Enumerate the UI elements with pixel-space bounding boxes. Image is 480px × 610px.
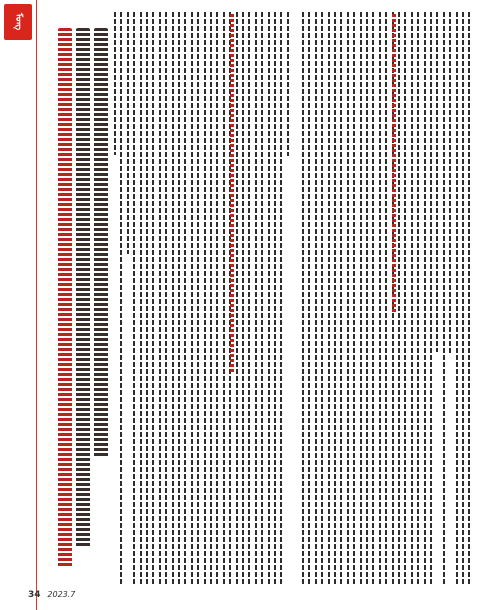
text-column-icon <box>385 12 387 585</box>
page-footer <box>28 590 75 600</box>
text-column-icon <box>436 12 438 352</box>
text-column-icon <box>366 12 368 585</box>
text-column-icon <box>197 12 199 585</box>
text-column-icon <box>255 12 257 585</box>
text-column-icon <box>165 12 167 585</box>
text-column-icon <box>287 12 289 156</box>
text-column-icon <box>159 12 161 585</box>
text-column-icon <box>216 12 218 585</box>
issue-date: 2023.7 <box>47 590 76 599</box>
title-line-2-icon <box>76 28 90 548</box>
text-column-icon <box>120 12 122 585</box>
text-column-icon <box>411 12 413 585</box>
text-column-icon <box>280 12 282 585</box>
subheading-column-icon <box>230 14 234 374</box>
text-column-icon <box>462 12 464 585</box>
text-column-icon <box>140 12 142 585</box>
text-column-icon <box>379 12 381 585</box>
text-column-icon <box>308 12 310 585</box>
text-column-icon <box>248 12 250 585</box>
journal-header-icon <box>40 4 56 564</box>
text-column-icon <box>321 12 323 585</box>
text-column-icon <box>302 12 304 585</box>
text-column-icon <box>417 12 419 585</box>
text-column-icon <box>114 12 116 155</box>
text-column-icon <box>404 12 406 585</box>
text-column-icon <box>468 12 470 585</box>
text-column-icon <box>261 12 263 585</box>
text-column-icon <box>152 12 154 585</box>
subheading-column-icon <box>392 14 396 314</box>
text-column-icon <box>360 12 362 585</box>
text-column-icon <box>424 12 426 585</box>
text-column-icon <box>372 12 374 585</box>
journal-badge <box>4 4 32 40</box>
text-column-icon <box>347 12 349 585</box>
text-column-icon <box>268 12 270 585</box>
title-line-3-icon <box>94 28 108 458</box>
badge-mark: ᠮᠣᠩ <box>13 13 23 31</box>
text-column-icon <box>184 12 186 585</box>
text-column-icon <box>274 12 276 585</box>
text-column-icon <box>315 12 317 585</box>
sidebar-band <box>0 0 37 610</box>
text-column-icon <box>178 12 180 585</box>
text-column-icon <box>398 12 400 585</box>
text-column-icon <box>236 12 238 585</box>
text-column-icon <box>127 12 129 254</box>
text-column-icon <box>146 12 148 585</box>
text-column-icon <box>334 12 336 585</box>
text-column-icon <box>133 12 135 585</box>
text-column-icon <box>204 12 206 585</box>
text-column-icon <box>430 12 432 585</box>
text-column-icon <box>191 12 193 585</box>
text-column-icon <box>340 12 342 585</box>
text-column-icon <box>449 12 451 354</box>
text-column-icon <box>353 12 355 585</box>
text-column-icon <box>210 12 212 585</box>
text-column-icon <box>172 12 174 585</box>
text-column-icon <box>443 12 445 585</box>
text-column-icon <box>456 12 458 585</box>
text-column-icon <box>223 12 225 585</box>
title-line-1-icon <box>58 28 72 568</box>
text-column-icon <box>328 12 330 585</box>
page-number: 34 <box>28 590 41 600</box>
text-column-icon <box>242 12 244 585</box>
